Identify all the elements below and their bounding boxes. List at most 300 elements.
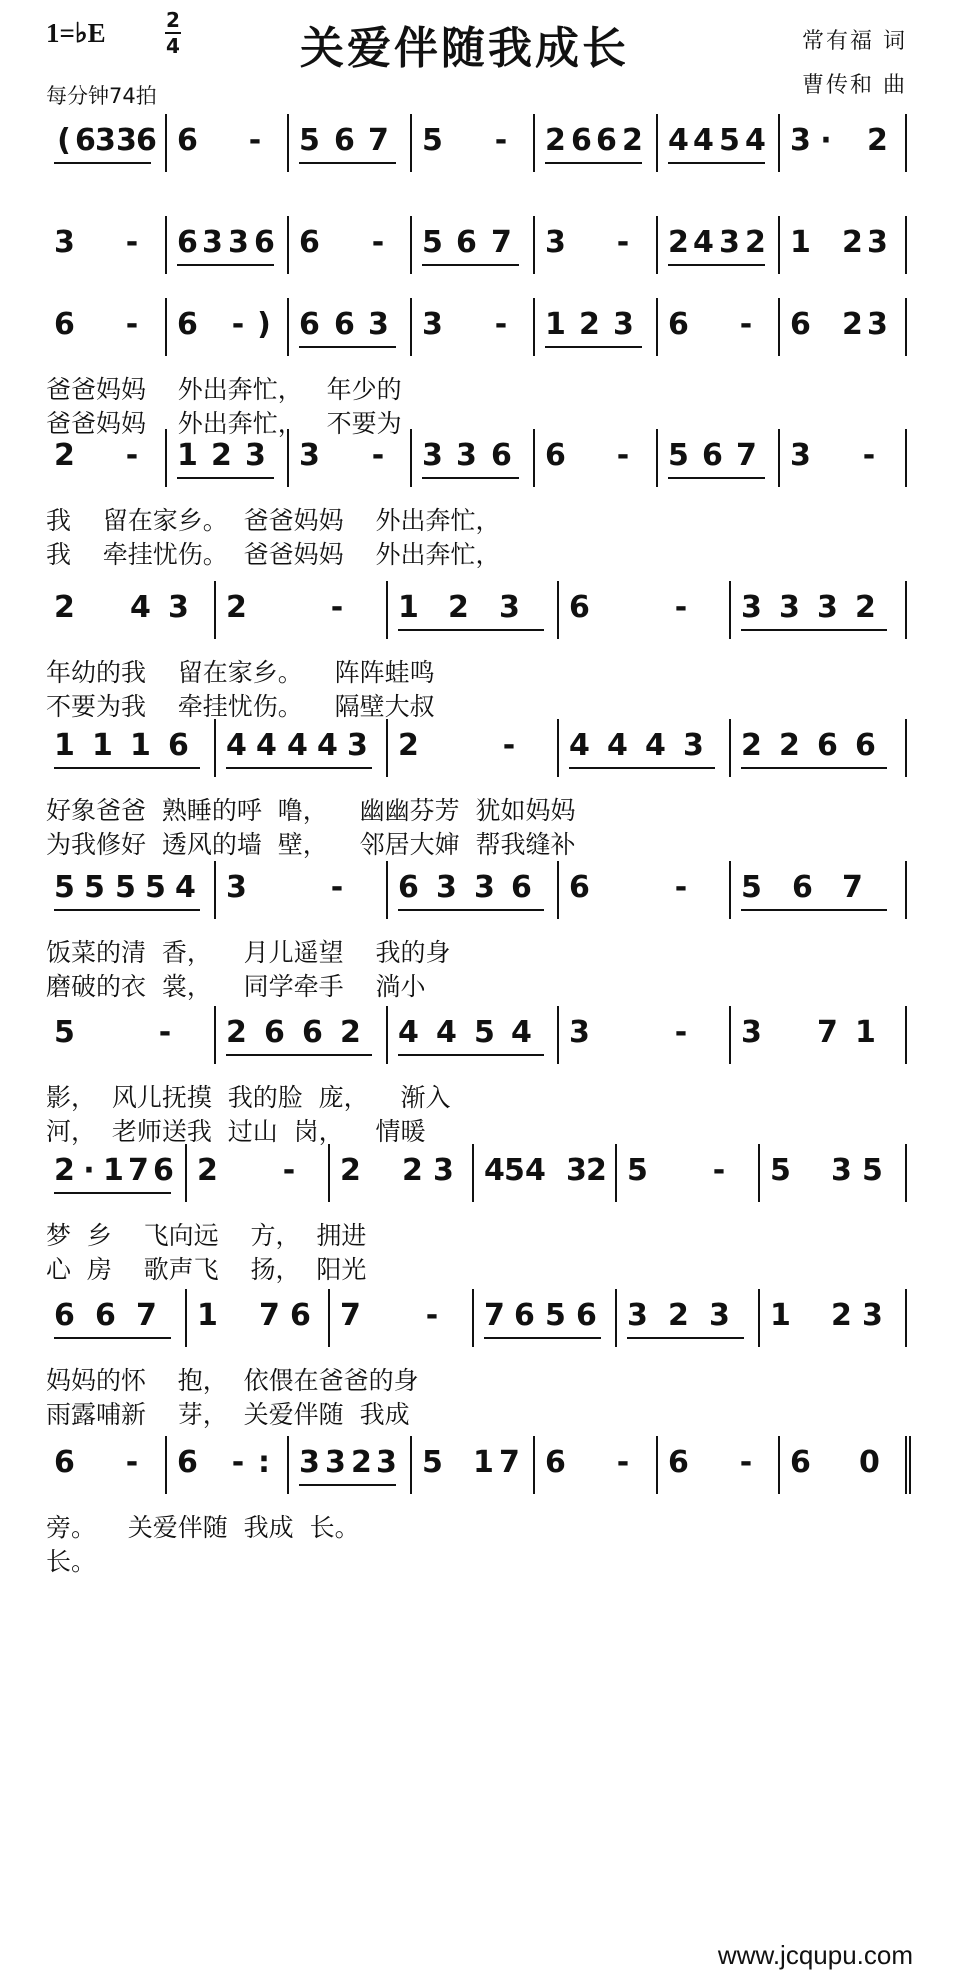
barline [472, 1144, 474, 1202]
note: 5 [668, 438, 689, 473]
note: 3 [245, 438, 266, 473]
barline [410, 1436, 412, 1494]
note: 4 [511, 1015, 532, 1050]
notation-row [0, 855, 953, 929]
note: 6 [571, 123, 592, 158]
note: 6 [54, 1445, 75, 1480]
barline [214, 581, 216, 639]
beam-underline [741, 909, 887, 911]
note: 5 [627, 1153, 648, 1188]
barline [287, 429, 289, 487]
barline [386, 861, 388, 919]
beam-underline [54, 1192, 171, 1194]
note: 6 [75, 123, 96, 158]
barline [557, 719, 559, 777]
note: 6 [569, 870, 590, 905]
note: 7 [484, 1298, 505, 1333]
note: 2 [668, 1298, 689, 1333]
note: 5 [115, 870, 136, 905]
barline [410, 429, 412, 487]
note: 3 [168, 590, 189, 625]
meter-top: 2 [166, 8, 180, 32]
note: 6 [290, 1298, 311, 1333]
barline [165, 1436, 167, 1494]
barline [778, 114, 780, 172]
lyric-verse-1: 妈妈的怀 抱， 依偎在爸爸的身 [46, 1366, 419, 1395]
note: 6 [514, 1298, 535, 1333]
barline [729, 1006, 731, 1064]
barline [729, 861, 731, 919]
note: 2 [545, 123, 566, 158]
notation-symbol: - [231, 1445, 245, 1480]
notation-symbol: - [616, 1445, 630, 1480]
beam-underline [545, 162, 642, 164]
note: 3 [545, 225, 566, 260]
barline [386, 719, 388, 777]
note: 3 [709, 1298, 730, 1333]
beam-underline [54, 162, 151, 164]
note: 1 [130, 728, 151, 763]
notation-row [0, 575, 953, 649]
note: 3 [613, 307, 634, 342]
note: 6 [136, 123, 157, 158]
note: 2 [340, 1015, 361, 1050]
barline [615, 1144, 617, 1202]
beam-underline [299, 1484, 396, 1486]
barline [165, 429, 167, 487]
note: 6 [302, 1015, 323, 1050]
barline [410, 298, 412, 356]
notation-symbol: ) [257, 307, 271, 342]
barline [214, 1006, 216, 1064]
note: 5 [54, 870, 75, 905]
note: 2 [842, 307, 863, 342]
barline [287, 298, 289, 356]
barline [778, 298, 780, 356]
beam-underline [226, 767, 372, 769]
beam-underline [177, 477, 274, 479]
notation-symbol: - [371, 225, 385, 260]
note: 3 [831, 1153, 852, 1188]
barline [214, 719, 216, 777]
note: 2 [54, 1153, 75, 1188]
barline [656, 429, 658, 487]
note: 2 [54, 590, 75, 625]
barline [557, 861, 559, 919]
barline [410, 216, 412, 274]
beam-underline [177, 264, 274, 266]
note: 6 [790, 1445, 811, 1480]
notation-row [0, 423, 953, 497]
notation-symbol: - [282, 1153, 296, 1188]
barline [386, 1006, 388, 1064]
barline [656, 216, 658, 274]
note: 5 [422, 225, 443, 260]
note: 5 [422, 1445, 443, 1480]
note: 6 [545, 438, 566, 473]
note: 2 [211, 438, 232, 473]
note: 6 [668, 1445, 689, 1480]
lyric-verse-2: 长。 [46, 1547, 97, 1576]
note: 5 [504, 1153, 525, 1188]
note: 3 [790, 123, 811, 158]
notation-row [0, 292, 953, 366]
note: 4 [645, 728, 666, 763]
notation-symbol: - [862, 438, 876, 473]
barline [287, 114, 289, 172]
note: 3 [867, 225, 888, 260]
notation-symbol: - [330, 590, 344, 625]
note: 4 [607, 728, 628, 763]
lyric-verse-1: 爸爸妈妈 外出奔忙， 年少的 [46, 375, 402, 404]
notation-symbol: · [83, 1153, 95, 1188]
note: 7 [842, 870, 863, 905]
note: 3 [422, 307, 443, 342]
notation-symbol: - [125, 225, 139, 260]
note: 5 [770, 1153, 791, 1188]
notation-symbol: - [616, 438, 630, 473]
note: 3 [456, 438, 477, 473]
note: 2 [741, 728, 762, 763]
note: 3 [436, 870, 457, 905]
note: 3 [817, 590, 838, 625]
beam-underline [484, 1337, 601, 1339]
note: 5 [145, 870, 166, 905]
note: 6 [491, 438, 512, 473]
note: 6 [545, 1445, 566, 1480]
note: 2 [867, 123, 888, 158]
beam-underline [422, 477, 519, 479]
barline [386, 581, 388, 639]
barline [557, 581, 559, 639]
note: 3 [347, 728, 368, 763]
note: 3 [95, 123, 116, 158]
lyric-verse-2: 雨露哺新 芽， 关爱伴随 我成 [46, 1400, 410, 1429]
note: 6 [264, 1015, 285, 1050]
notation-row [0, 210, 953, 284]
note: 2 [745, 225, 766, 260]
note: 4 [398, 1015, 419, 1050]
lyric-verse-2: 河， 老师送我 过山 岗， 情暖 [46, 1117, 426, 1146]
note: 7 [368, 123, 389, 158]
note: 6 [177, 307, 198, 342]
note: 6 [334, 123, 355, 158]
notation-symbol: - [231, 307, 245, 342]
note: 6 [668, 307, 689, 342]
note: 6 [54, 307, 75, 342]
note: 6 [511, 870, 532, 905]
barline [656, 114, 658, 172]
notation-symbol: - [158, 1015, 172, 1050]
barline [533, 298, 535, 356]
beam-underline [741, 629, 887, 631]
notation-symbol: - [330, 870, 344, 905]
lyric-verse-2: 为我修好 透风的墙 壁， 邻居大婶 帮我缝补 [46, 830, 576, 859]
note: 2 [855, 590, 876, 625]
notation-symbol: - [739, 1445, 753, 1480]
note: 6 [153, 1153, 174, 1188]
key-signature: 1=♭E [46, 18, 106, 48]
lyric-verse-2: 爸爸妈妈 外出奔忙， 不要为 [46, 409, 402, 438]
barline [905, 581, 907, 639]
note: 6 [177, 123, 198, 158]
notation-symbol: - [502, 728, 516, 763]
note: 2 [842, 225, 863, 260]
barline [778, 1436, 780, 1494]
note: 6 [177, 225, 198, 260]
watermark: www.jcqupu.com [717, 1940, 913, 1970]
barline [656, 1436, 658, 1494]
lyric-verse-2: 心 房 歌声飞 扬， 阳光 [46, 1255, 367, 1284]
barline [165, 298, 167, 356]
note: 6 [790, 307, 811, 342]
beam-underline [299, 346, 396, 348]
note: 3 [790, 438, 811, 473]
note: 3 [499, 590, 520, 625]
notation-symbol: - [494, 307, 508, 342]
note: 2 [579, 307, 600, 342]
barline [905, 719, 907, 777]
note: 5 [862, 1153, 883, 1188]
lyric-verse-1: 我 留在家乡。 爸爸妈妈 外出奔忙， [46, 506, 501, 535]
note: 2 [226, 590, 247, 625]
note: 1 [545, 307, 566, 342]
note: 3 [719, 225, 740, 260]
meter-bottom: 4 [166, 34, 180, 58]
note: 7 [491, 225, 512, 260]
note: 5 [741, 870, 762, 905]
beam-underline [226, 1054, 372, 1056]
note: 4 [668, 123, 689, 158]
notation-symbol: - [616, 225, 630, 260]
notation-symbol: - [712, 1153, 726, 1188]
note: 3 [627, 1298, 648, 1333]
barline [328, 1144, 330, 1202]
beam-underline [668, 162, 765, 164]
note: 4 [569, 728, 590, 763]
barline [729, 581, 731, 639]
barline [165, 216, 167, 274]
note: 5 [545, 1298, 566, 1333]
note: 4 [693, 225, 714, 260]
note: 6 [299, 225, 320, 260]
barline [185, 1289, 187, 1347]
note: 7 [736, 438, 757, 473]
barline [656, 298, 658, 356]
note: 6 [817, 728, 838, 763]
notation-symbol: - [125, 438, 139, 473]
note: 1 [177, 438, 198, 473]
note: 2 [586, 1153, 607, 1188]
note: 3 [741, 1015, 762, 1050]
song-title: 关爱伴随我成长 [300, 23, 629, 74]
note: 5 [54, 1015, 75, 1050]
barline [557, 1006, 559, 1064]
note: 6 [177, 1445, 198, 1480]
note: 1 [855, 1015, 876, 1050]
lyric-verse-1: 影， 风儿抚摸 我的脸 庞， 渐入 [46, 1083, 451, 1112]
barline [185, 1144, 187, 1202]
note: 3 [376, 1445, 397, 1480]
note: 4 [525, 1153, 546, 1188]
barline [165, 114, 167, 172]
note: 1 [473, 1445, 494, 1480]
note: 2 [668, 225, 689, 260]
beam-underline [545, 346, 642, 348]
note: 7 [259, 1298, 280, 1333]
beam-underline [398, 629, 544, 631]
composer-credit: 曹传和 曲 [802, 73, 907, 98]
note: 6 [54, 1298, 75, 1333]
note: 1 [790, 225, 811, 260]
notation-row [0, 1000, 953, 1074]
note: 6 [855, 728, 876, 763]
note: 3 [474, 870, 495, 905]
lyric-verse-1: 年幼的我 留在家乡。 阵阵蛙鸣 [46, 658, 435, 687]
note: 3 [202, 225, 223, 260]
note: 6 [569, 590, 590, 625]
beam-underline [668, 477, 765, 479]
note: 2 [402, 1153, 423, 1188]
note: 6 [95, 1298, 116, 1333]
barline [287, 1436, 289, 1494]
note: 3 [683, 728, 704, 763]
note: 3 [54, 225, 75, 260]
barline [778, 216, 780, 274]
note: 6 [702, 438, 723, 473]
note: 2 [622, 123, 643, 158]
barline [287, 216, 289, 274]
note: 6 [596, 123, 617, 158]
beam-underline [741, 767, 887, 769]
beam-underline [299, 162, 396, 164]
note: 3 [226, 870, 247, 905]
note: 3 [325, 1445, 346, 1480]
beam-underline [627, 1337, 744, 1339]
notation-symbol: - [125, 1445, 139, 1480]
note: 4 [287, 728, 308, 763]
barline [214, 861, 216, 919]
barline [905, 861, 907, 919]
note: 4 [226, 728, 247, 763]
lyric-verse-1: 梦 乡 飞向远 方， 拥进 [46, 1221, 367, 1250]
barline [328, 1289, 330, 1347]
note: 2 [340, 1153, 361, 1188]
note: 5 [422, 123, 443, 158]
note: 2 [351, 1445, 372, 1480]
beam-underline [54, 1337, 171, 1339]
notation-symbol: - [425, 1298, 439, 1333]
beam-underline [668, 264, 765, 266]
final-barline [905, 1436, 911, 1494]
beam-underline [422, 264, 519, 266]
note: 2 [779, 728, 800, 763]
note: 3 [116, 123, 137, 158]
note: 6 [168, 728, 189, 763]
barline [905, 1289, 907, 1347]
beam-underline [54, 909, 200, 911]
tempo-marking: 每分钟74拍 [46, 84, 157, 108]
note: 0 [859, 1445, 880, 1480]
notation-row [0, 1138, 953, 1212]
barline [758, 1289, 760, 1347]
note: 3 [566, 1153, 587, 1188]
note: 2 [831, 1298, 852, 1333]
notation-symbol: - [674, 590, 688, 625]
barline [905, 1144, 907, 1202]
note: 4 [256, 728, 277, 763]
notation-symbol: - [125, 307, 139, 342]
notation-symbol: - [494, 123, 508, 158]
note: 7 [499, 1445, 520, 1480]
time-signature [165, 10, 181, 56]
note: 6 [299, 307, 320, 342]
barline [533, 114, 535, 172]
barline [758, 1144, 760, 1202]
beam-underline [569, 767, 715, 769]
note: 4 [436, 1015, 457, 1050]
barline [905, 1006, 907, 1064]
note: 6 [334, 307, 355, 342]
notation-symbol: : [258, 1445, 270, 1480]
note: 1 [398, 590, 419, 625]
notation-row [0, 1430, 953, 1504]
note: 5 [299, 123, 320, 158]
note: 3 [862, 1298, 883, 1333]
note: 5 [474, 1015, 495, 1050]
notation-row [0, 1283, 953, 1357]
barline [778, 429, 780, 487]
barline [533, 429, 535, 487]
note: 2 [398, 728, 419, 763]
note: 6 [254, 225, 275, 260]
note: 7 [817, 1015, 838, 1050]
barline [905, 298, 907, 356]
barline [472, 1289, 474, 1347]
note: 2 [226, 1015, 247, 1050]
note: 6 [398, 870, 419, 905]
notation-symbol: - [674, 1015, 688, 1050]
note: 4 [484, 1153, 505, 1188]
note: 1 [770, 1298, 791, 1333]
note: 1 [92, 728, 113, 763]
note: 1 [197, 1298, 218, 1333]
beam-underline [54, 767, 200, 769]
note: 6 [456, 225, 477, 260]
lyric-verse-1: 旁。 关爱伴随 我成 长。 [46, 1513, 360, 1542]
note: 3 [299, 438, 320, 473]
notation-symbol: - [371, 438, 385, 473]
barline [905, 429, 907, 487]
note: 4 [693, 123, 714, 158]
barline [410, 114, 412, 172]
note: 5 [719, 123, 740, 158]
barline [533, 1436, 535, 1494]
note: 4 [130, 590, 151, 625]
note: 3 [867, 307, 888, 342]
note: 3 [741, 590, 762, 625]
notation-symbol: - [739, 307, 753, 342]
beam-underline [398, 909, 544, 911]
notation-symbol: · [820, 123, 832, 158]
note: 4 [175, 870, 196, 905]
note: 3 [779, 590, 800, 625]
lyric-verse-1: 饭菜的清 香， 月儿遥望 我的身 [46, 938, 451, 967]
note: 6 [792, 870, 813, 905]
barline [905, 114, 907, 172]
note: 1 [54, 728, 75, 763]
beam-underline [398, 1054, 544, 1056]
